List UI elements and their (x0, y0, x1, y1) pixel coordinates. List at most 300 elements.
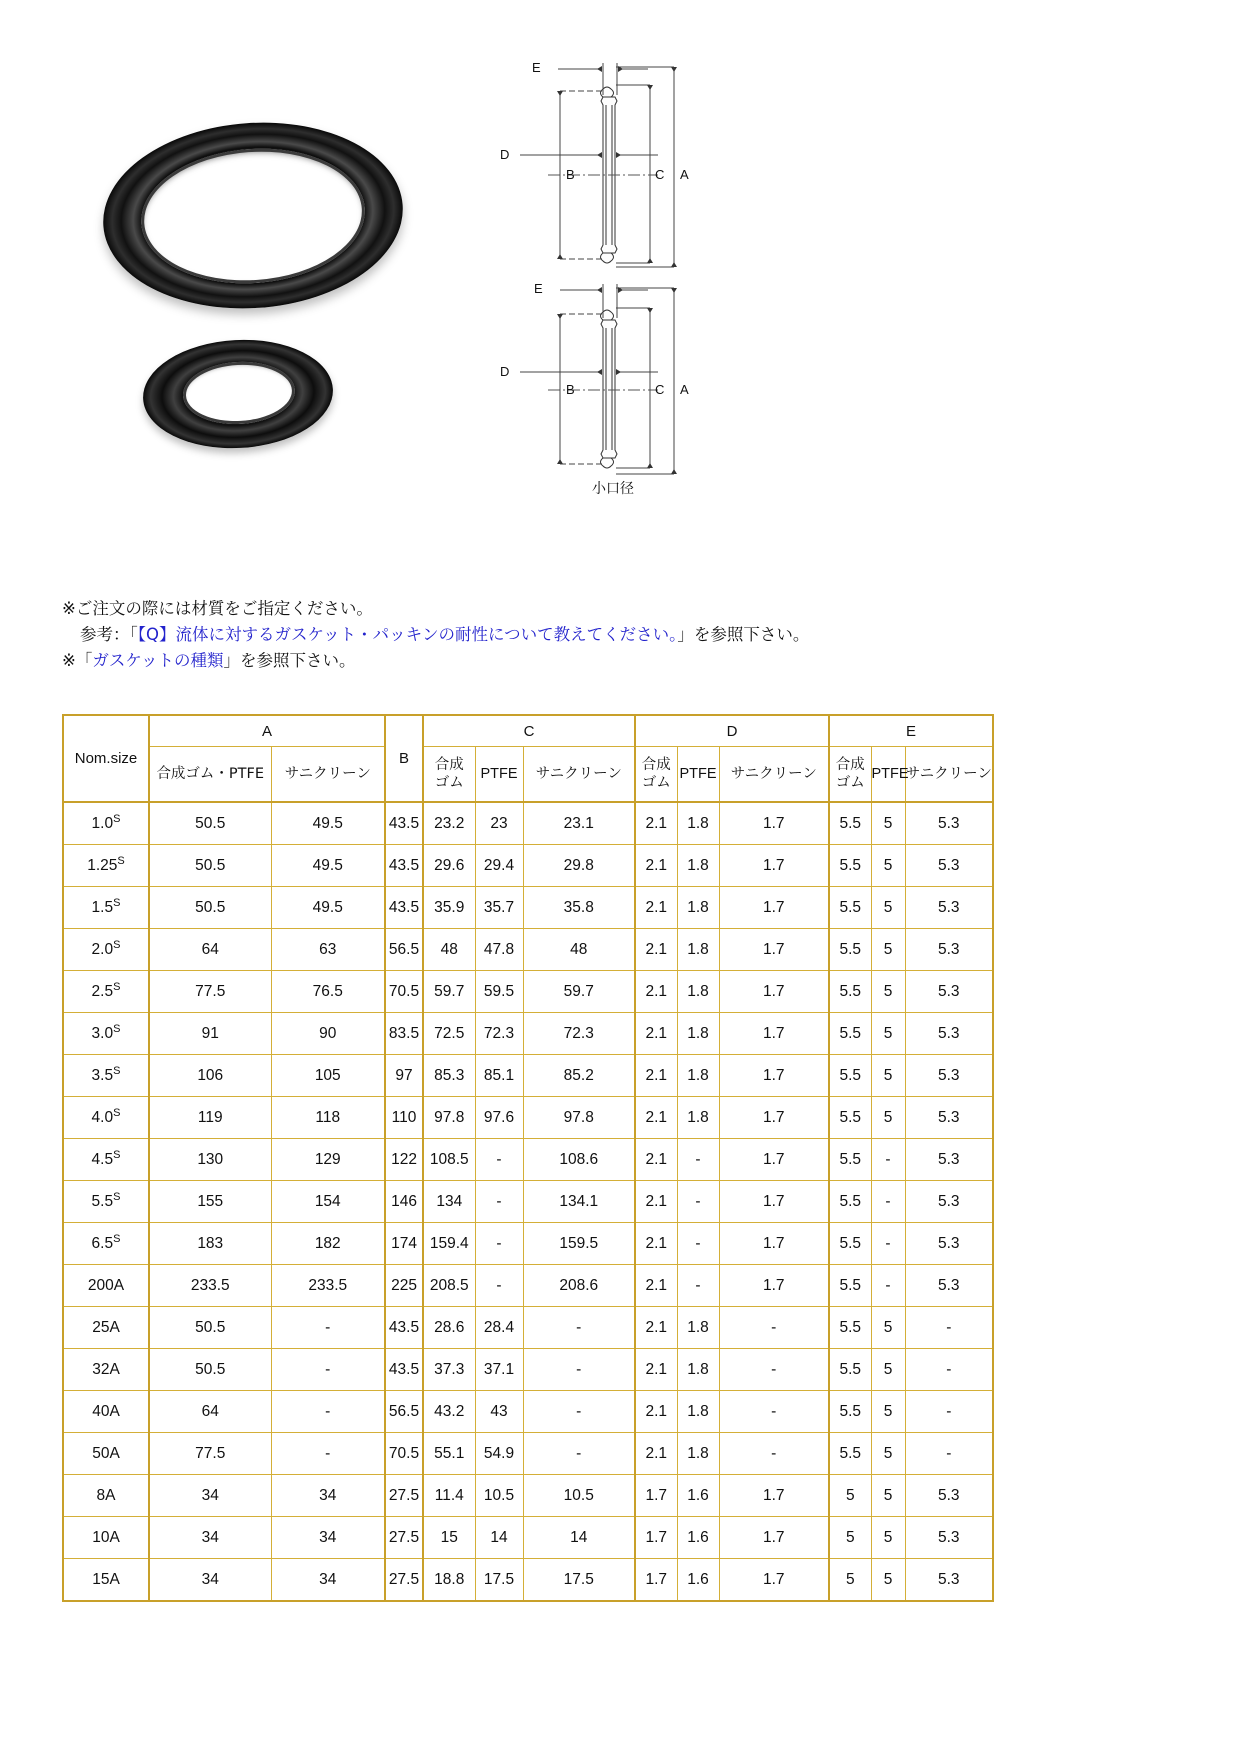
cell-a2: 34 (271, 1559, 385, 1602)
cell-d2: 1.8 (677, 1391, 719, 1433)
cell-e3: 5.3 (905, 802, 993, 845)
cell-e2: - (871, 1265, 905, 1307)
cell-e3: 5.3 (905, 971, 993, 1013)
cell-e1: 5 (829, 1475, 871, 1517)
cell-e2: 5 (871, 1559, 905, 1602)
cell-c2: 54.9 (475, 1433, 523, 1475)
cross-section-drawing-small-bore (498, 272, 728, 507)
th-group-c: C (423, 715, 635, 747)
cell-a2: 105 (271, 1055, 385, 1097)
cell-nom-size: 32A (63, 1349, 149, 1391)
cell-c2: - (475, 1265, 523, 1307)
cell-c1: 28.6 (423, 1307, 475, 1349)
table-row (63, 1139, 993, 1181)
nom-size-superscript: S (113, 981, 121, 994)
cell-nom-size (63, 845, 149, 887)
cell-a1: 130 (149, 1139, 271, 1181)
cell-nom-size (63, 1139, 149, 1181)
cell-e1: 5 (829, 1517, 871, 1559)
cell-a1: 50.5 (149, 802, 271, 845)
cell-b: 27.5 (385, 1559, 423, 1602)
nom-size-superscript: S (113, 813, 121, 826)
cell-d2: 1.8 (677, 802, 719, 845)
cell-c1: 59.7 (423, 971, 475, 1013)
cell-e3: - (905, 1349, 993, 1391)
nom-size-superscript: S (113, 939, 121, 952)
dim-label-a-top: A (680, 167, 689, 182)
table-row (63, 971, 993, 1013)
cell-d1: 2.1 (635, 971, 677, 1013)
th-e-rubber-l1: 合成 (835, 757, 865, 773)
cell-e3: 5.3 (905, 1181, 993, 1223)
cell-nom-size (63, 1013, 149, 1055)
cell-d2: - (677, 1139, 719, 1181)
cross-section-svg-standard (498, 55, 728, 270)
cell-a2: 34 (271, 1475, 385, 1517)
cell-e3: 5.3 (905, 1139, 993, 1181)
cell-c3: - (523, 1391, 635, 1433)
cell-a2: 182 (271, 1223, 385, 1265)
table-row (63, 845, 993, 887)
cell-c1: 72.5 (423, 1013, 475, 1055)
cell-nom-size (63, 887, 149, 929)
cell-c1: 85.3 (423, 1055, 475, 1097)
cell-d2: 1.8 (677, 971, 719, 1013)
cell-c3: 35.8 (523, 887, 635, 929)
cell-e1: 5.5 (829, 887, 871, 929)
cell-d3: - (719, 1391, 829, 1433)
table-row (63, 1013, 993, 1055)
cell-a2: 233.5 (271, 1265, 385, 1307)
cell-d1: 2.1 (635, 1055, 677, 1097)
cell-a1: 119 (149, 1097, 271, 1139)
nom-size-value: 3.0 (91, 1025, 114, 1043)
cell-a2: - (271, 1433, 385, 1475)
cell-b: 70.5 (385, 1433, 423, 1475)
th-c-ptfe: PTFE (475, 747, 523, 803)
cell-a1: 77.5 (149, 1433, 271, 1475)
note-2-link[interactable]: 【Q】流体に対するガスケット・パッキンの耐性について教えてください。 (137, 625, 678, 644)
note-3-prefix: ※「 (62, 651, 93, 670)
cell-d3: 1.7 (719, 1475, 829, 1517)
cell-a2: - (271, 1307, 385, 1349)
cell-b: 56.5 (385, 929, 423, 971)
table-head (63, 715, 993, 802)
cell-a2: 76.5 (271, 971, 385, 1013)
note-3-suffix: 」を参照下さい。 (223, 651, 356, 670)
cell-c2: 97.6 (475, 1097, 523, 1139)
table-row (63, 887, 993, 929)
cell-e1: 5.5 (829, 1349, 871, 1391)
table-row (63, 1223, 993, 1265)
nom-size-value: 1.0 (91, 815, 114, 833)
cell-a2: 63 (271, 929, 385, 971)
cell-c3: 17.5 (523, 1559, 635, 1602)
cell-b: 43.5 (385, 802, 423, 845)
nom-size-superscript: S (113, 1233, 121, 1246)
cell-d2: - (677, 1223, 719, 1265)
table-row (63, 1433, 993, 1475)
cell-e1: 5.5 (829, 1055, 871, 1097)
table-row (63, 1517, 993, 1559)
cell-e3: 5.3 (905, 1265, 993, 1307)
nom-size-value: 6.5 (91, 1235, 114, 1253)
cell-d3: 1.7 (719, 1517, 829, 1559)
cell-e2: 5 (871, 802, 905, 845)
table-row (63, 1265, 993, 1307)
cell-c2: 47.8 (475, 929, 523, 971)
cell-c3: - (523, 1307, 635, 1349)
cell-e1: 5.5 (829, 929, 871, 971)
cell-b: 110 (385, 1097, 423, 1139)
cell-a1: 106 (149, 1055, 271, 1097)
cell-nom-size: 40A (63, 1391, 149, 1433)
cell-e1: 5.5 (829, 845, 871, 887)
cell-d1: 2.1 (635, 1013, 677, 1055)
table-row (63, 1391, 993, 1433)
cell-c1: 23.2 (423, 802, 475, 845)
cell-d2: 1.8 (677, 1055, 719, 1097)
cell-e3: 5.3 (905, 1013, 993, 1055)
nom-size-superscript: S (113, 1065, 121, 1078)
cell-e2: - (871, 1139, 905, 1181)
dim-label-d-top: D (500, 147, 510, 162)
cell-c1: 134 (423, 1181, 475, 1223)
cell-c3: - (523, 1349, 635, 1391)
cell-e3: 5.3 (905, 1517, 993, 1559)
cell-d3: 1.7 (719, 929, 829, 971)
cell-e3: 5.3 (905, 1475, 993, 1517)
nom-size-value: 4.0 (91, 1109, 114, 1127)
gasket-large-bore (137, 141, 370, 290)
cell-e2: 5 (871, 1055, 905, 1097)
cell-d1: 1.7 (635, 1517, 677, 1559)
cell-c3: 48 (523, 929, 635, 971)
cell-c1: 48 (423, 929, 475, 971)
note-2-suffix: 」を参照下さい。 (677, 625, 810, 644)
cell-a2: - (271, 1349, 385, 1391)
th-d-rubber-l2: ゴム (641, 775, 671, 791)
cell-b: 83.5 (385, 1013, 423, 1055)
table-row (63, 1349, 993, 1391)
cell-d2: 1.8 (677, 887, 719, 929)
cell-d3: - (719, 1433, 829, 1475)
cell-d2: 1.8 (677, 1013, 719, 1055)
table-row (63, 1097, 993, 1139)
cell-a2: 154 (271, 1181, 385, 1223)
cell-c1: 18.8 (423, 1559, 475, 1602)
cell-d3: 1.7 (719, 1139, 829, 1181)
cell-b: 43.5 (385, 887, 423, 929)
cell-e2: 5 (871, 1013, 905, 1055)
cell-a2: 34 (271, 1517, 385, 1559)
cell-a1: 183 (149, 1223, 271, 1265)
cell-c1: 35.9 (423, 887, 475, 929)
cell-a1: 64 (149, 929, 271, 971)
cell-nom-size: 8A (63, 1475, 149, 1517)
th-e-rubber (829, 747, 871, 803)
cell-b: 225 (385, 1265, 423, 1307)
cell-e2: 5 (871, 1097, 905, 1139)
cell-a2: 49.5 (271, 887, 385, 929)
product-photo-group (95, 105, 405, 445)
dim-label-d-bottom: D (500, 364, 510, 379)
cell-c2: 28.4 (475, 1307, 523, 1349)
cell-d2: 1.8 (677, 929, 719, 971)
table-row (63, 1055, 993, 1097)
table-row (63, 802, 993, 845)
cell-c3: 10.5 (523, 1475, 635, 1517)
gasket-large-photo (97, 113, 409, 318)
cell-c1: 11.4 (423, 1475, 475, 1517)
th-a-saniclean: サニクリーン (271, 747, 385, 803)
cell-c3: 23.1 (523, 802, 635, 845)
th-e-saniclean: サニクリーン (905, 747, 993, 803)
table-header-sub-row (63, 747, 993, 803)
cell-a1: 50.5 (149, 845, 271, 887)
cell-c3: 59.7 (523, 971, 635, 1013)
cell-b: 43.5 (385, 1307, 423, 1349)
cell-c2: 29.4 (475, 845, 523, 887)
gasket-small-bore (181, 359, 296, 427)
cell-b: 56.5 (385, 1391, 423, 1433)
cell-d1: 2.1 (635, 1265, 677, 1307)
cell-d2: 1.6 (677, 1517, 719, 1559)
cell-nom-size (63, 1181, 149, 1223)
cell-e2: 5 (871, 1433, 905, 1475)
nom-size-superscript: S (113, 1107, 121, 1120)
cell-d1: 2.1 (635, 1307, 677, 1349)
table-row (63, 1307, 993, 1349)
cell-e1: 5.5 (829, 1223, 871, 1265)
table-row (63, 929, 993, 971)
cell-c3: 85.2 (523, 1055, 635, 1097)
cross-section-drawing-standard (498, 55, 728, 270)
cell-c2: 43 (475, 1391, 523, 1433)
cell-nom-size (63, 1223, 149, 1265)
cell-d1: 1.7 (635, 1559, 677, 1602)
cell-e2: 5 (871, 1475, 905, 1517)
nom-size-value: 4.5 (91, 1151, 114, 1169)
cell-nom-size (63, 971, 149, 1013)
table-header-group-row (63, 715, 993, 747)
cell-b: 43.5 (385, 845, 423, 887)
th-d-saniclean: サニクリーン (719, 747, 829, 803)
cell-d1: 2.1 (635, 1433, 677, 1475)
th-d-rubber-l1: 合成 (641, 757, 671, 773)
cell-d1: 2.1 (635, 1391, 677, 1433)
cell-a2: 49.5 (271, 845, 385, 887)
cell-c1: 108.5 (423, 1139, 475, 1181)
cell-c3: - (523, 1433, 635, 1475)
cell-c2: - (475, 1223, 523, 1265)
cell-a1: 64 (149, 1391, 271, 1433)
note-2-prefix: 参考：「 (80, 625, 138, 644)
cell-e1: 5.5 (829, 1181, 871, 1223)
note-3-link[interactable]: ガスケットの種類 (92, 651, 224, 670)
nom-size-superscript: S (113, 897, 121, 910)
th-group-e: E (829, 715, 993, 747)
illustration-area (0, 0, 1240, 520)
cell-c1: 208.5 (423, 1265, 475, 1307)
nom-size-value: 1.5 (91, 899, 114, 917)
table-row (63, 1559, 993, 1602)
th-c-rubber-l2: ゴム (434, 775, 464, 791)
cell-c3: 108.6 (523, 1139, 635, 1181)
nom-size-value: 5.5 (91, 1193, 114, 1211)
th-d-rubber (635, 747, 677, 803)
cell-d3: 1.7 (719, 887, 829, 929)
cell-d3: 1.7 (719, 1013, 829, 1055)
nom-size-value: 2.0 (91, 941, 114, 959)
cell-c2: 23 (475, 802, 523, 845)
th-nom-size: Nom.size (63, 715, 149, 802)
cell-b: 97 (385, 1055, 423, 1097)
cell-e2: 5 (871, 887, 905, 929)
cell-e1: 5.5 (829, 1265, 871, 1307)
cell-c3: 29.8 (523, 845, 635, 887)
cell-e3: 5.3 (905, 887, 993, 929)
cell-nom-size (63, 802, 149, 845)
dim-label-c-top: C (655, 167, 665, 182)
cell-d1: 2.1 (635, 929, 677, 971)
cell-d2: 1.8 (677, 1097, 719, 1139)
cell-c1: 159.4 (423, 1223, 475, 1265)
cell-e1: 5.5 (829, 1013, 871, 1055)
cell-c3: 134.1 (523, 1181, 635, 1223)
cell-c3: 72.3 (523, 1013, 635, 1055)
dimension-table-wrap (62, 714, 992, 1602)
dim-label-b-bottom: B (566, 382, 575, 397)
cell-nom-size: 15A (63, 1559, 149, 1602)
cell-e2: 5 (871, 1517, 905, 1559)
cell-c3: 159.5 (523, 1223, 635, 1265)
cell-e2: 5 (871, 845, 905, 887)
cell-d3: 1.7 (719, 1055, 829, 1097)
cell-c1: 15 (423, 1517, 475, 1559)
cell-a1: 91 (149, 1013, 271, 1055)
cell-e3: 5.3 (905, 929, 993, 971)
cell-e2: - (871, 1181, 905, 1223)
cell-e3: 5.3 (905, 1223, 993, 1265)
cell-d1: 1.7 (635, 1475, 677, 1517)
cell-d3: 1.7 (719, 1097, 829, 1139)
cell-c1: 43.2 (423, 1391, 475, 1433)
cell-e3: - (905, 1307, 993, 1349)
cell-a2: 129 (271, 1139, 385, 1181)
nom-size-superscript: S (113, 1149, 121, 1162)
cell-c2: - (475, 1181, 523, 1223)
table-body (63, 802, 993, 1601)
cell-c1: 29.6 (423, 845, 475, 887)
cell-d1: 2.1 (635, 1223, 677, 1265)
cell-e1: 5.5 (829, 1307, 871, 1349)
cell-d1: 2.1 (635, 1139, 677, 1181)
cell-d3: 1.7 (719, 1559, 829, 1602)
cell-e3: - (905, 1433, 993, 1475)
cell-e3: - (905, 1391, 993, 1433)
cell-c1: 37.3 (423, 1349, 475, 1391)
cell-b: 122 (385, 1139, 423, 1181)
small-bore-caption: 小口径 (592, 481, 634, 497)
cell-d2: 1.6 (677, 1559, 719, 1602)
cell-d1: 2.1 (635, 1349, 677, 1391)
cell-e1: 5.5 (829, 1097, 871, 1139)
cell-e2: 5 (871, 1349, 905, 1391)
cell-a1: 155 (149, 1181, 271, 1223)
cell-nom-size: 25A (63, 1307, 149, 1349)
th-c-saniclean: サニクリーン (523, 747, 635, 803)
th-group-b: B (385, 715, 423, 802)
cell-c2: 10.5 (475, 1475, 523, 1517)
cell-a1: 34 (149, 1517, 271, 1559)
dimension-table (62, 714, 994, 1602)
cell-c3: 97.8 (523, 1097, 635, 1139)
dim-label-c-bottom: C (655, 382, 665, 397)
note-line-2 (62, 622, 1162, 648)
cell-nom-size (63, 1055, 149, 1097)
cell-e1: 5 (829, 1559, 871, 1602)
cell-b: 70.5 (385, 971, 423, 1013)
cell-b: 27.5 (385, 1517, 423, 1559)
cell-d2: - (677, 1265, 719, 1307)
cell-c3: 208.6 (523, 1265, 635, 1307)
cell-d2: 1.8 (677, 845, 719, 887)
cell-c1: 97.8 (423, 1097, 475, 1139)
cell-d2: 1.8 (677, 1349, 719, 1391)
cell-c1: 55.1 (423, 1433, 475, 1475)
cell-e1: 5.5 (829, 1139, 871, 1181)
cell-c3: 14 (523, 1517, 635, 1559)
cell-d2: 1.6 (677, 1475, 719, 1517)
cell-d3: - (719, 1349, 829, 1391)
cell-e1: 5.5 (829, 971, 871, 1013)
cell-e1: 5.5 (829, 1433, 871, 1475)
cell-e2: 5 (871, 1307, 905, 1349)
dim-label-e-top: E (532, 60, 541, 75)
cell-e3: 5.3 (905, 845, 993, 887)
th-e-rubber-l2: ゴム (835, 775, 865, 791)
cell-d2: 1.8 (677, 1433, 719, 1475)
th-d-ptfe: PTFE (677, 747, 719, 803)
cell-nom-size: 50A (63, 1433, 149, 1475)
cell-e2: 5 (871, 929, 905, 971)
th-group-d: D (635, 715, 829, 747)
nom-size-value: 1.25 (87, 857, 118, 875)
cell-e2: 5 (871, 971, 905, 1013)
cell-e3: 5.3 (905, 1097, 993, 1139)
cell-d1: 2.1 (635, 1097, 677, 1139)
cell-d3: 1.7 (719, 1223, 829, 1265)
th-c-rubber-l1: 合成 (434, 757, 464, 773)
cell-d3: 1.7 (719, 1265, 829, 1307)
cell-a2: 90 (271, 1013, 385, 1055)
cell-a1: 34 (149, 1559, 271, 1602)
cell-c2: 17.5 (475, 1559, 523, 1602)
cell-d3: 1.7 (719, 1181, 829, 1223)
th-group-a: A (149, 715, 385, 747)
cell-c2: 35.7 (475, 887, 523, 929)
cell-e2: - (871, 1223, 905, 1265)
cell-d1: 2.1 (635, 887, 677, 929)
cell-e3: 5.3 (905, 1559, 993, 1602)
cell-nom-size (63, 929, 149, 971)
cell-c2: 85.1 (475, 1055, 523, 1097)
cell-d3: 1.7 (719, 845, 829, 887)
cell-b: 27.5 (385, 1475, 423, 1517)
dim-label-b-top: B (566, 167, 575, 182)
note-line-3 (62, 648, 1162, 674)
